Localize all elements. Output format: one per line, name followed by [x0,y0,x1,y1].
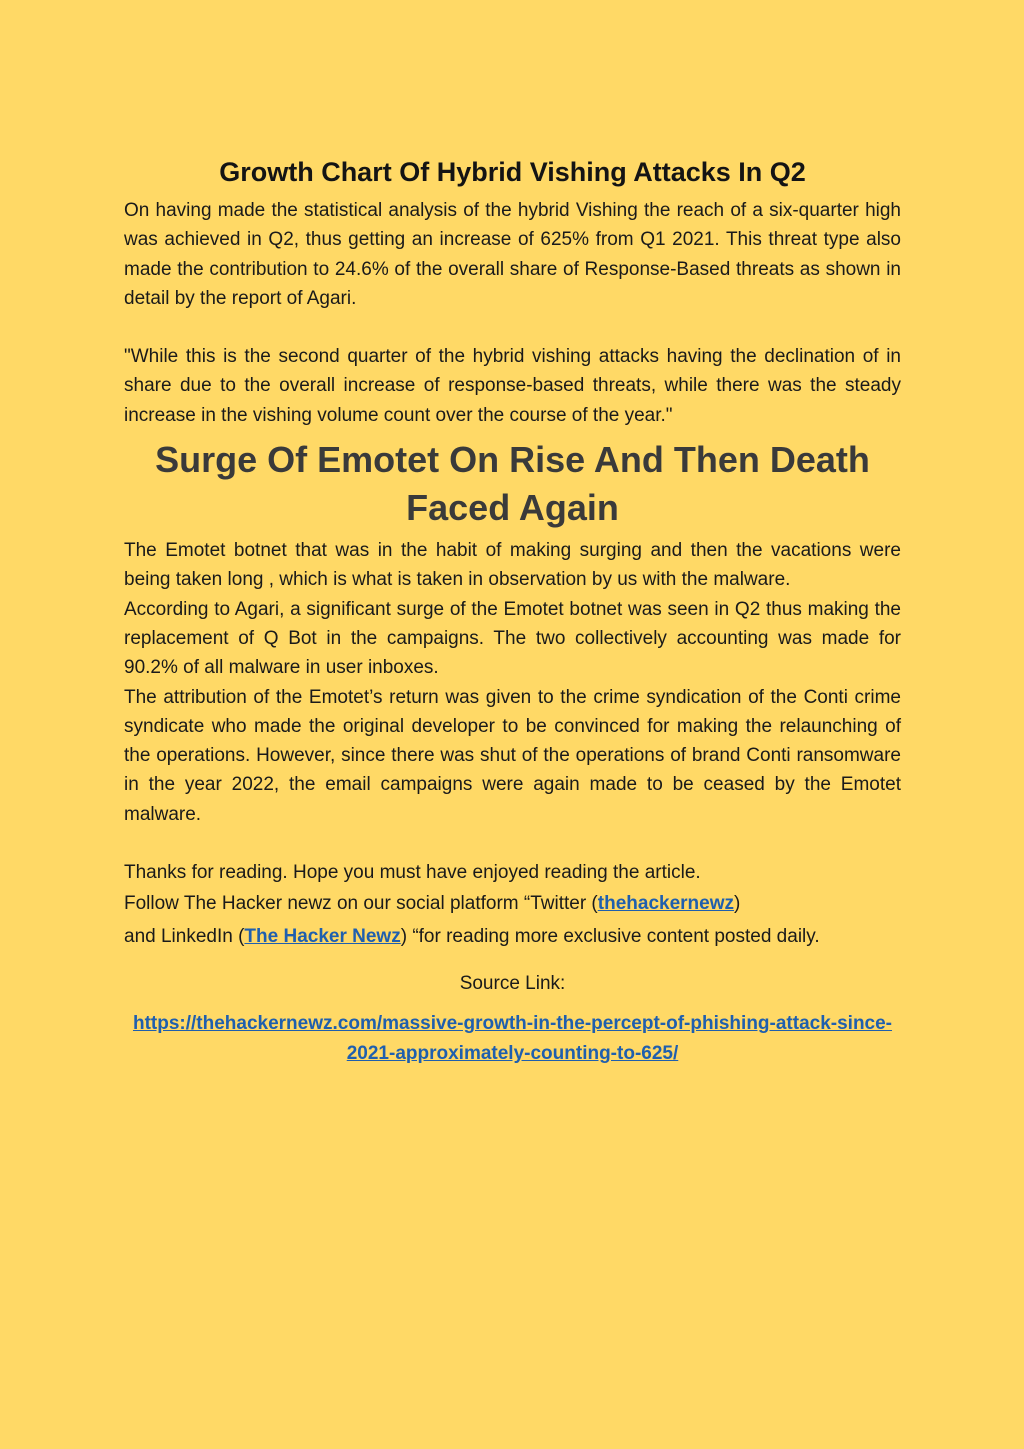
source-url-link[interactable]: https://thehackernewz.com/massive-growth-in-the-percept-of-phishing-attack-since-2021-approximately-counting-to-625/ [132,1013,893,1065]
follow-text [124,887,901,953]
emotet-paragraph-1: The Emotet botnet that was in the habit of making surging and then the vacations were being taken long , which is what is taken in observation by us with the malware. [124,540,901,591]
twitter-link[interactable]: thehackernewz [597,893,734,915]
vishing-paragraph: On having made the statistical analysis of the hybrid Vishing the reach of a six-quarter high was achieved in Q2, thus getting an increase of 625% from Q1 2021. This threat type also made the contribution to 24.6% of the overall share of Response-Based threats as shown in detail by the report of Agari. [124,200,901,309]
emotet-paragraph-2: According to Agari, a significant surge of the Emotet botnet was seen in Q2 thus making the replacement of Q Bot in the campaigns. The two collectively accounting was made for 90.2% of all malware in user inboxes. [124,598,901,679]
emotet-paragraph-3: The attribution of the Emotet’s return was given to the crime syndication of the Conti crime syndicate who made the original developer to be convinced for making the relaunching of the operations. However, since there was shut of the operations of brand Conti ransomware in the year 2022, the email campaigns were again made to be ceased by the Emotet malware. [124,686,901,825]
vishing-heading: Growth Chart Of Hybrid Vishing Attacks In Q2 [219,157,806,187]
follow-middle-2: and LinkedIn ( [124,926,245,948]
thanks-text: Thanks for reading. Hope you must have enjoyed reading the article. [124,862,701,884]
article [124,152,901,1069]
follow-middle-1: ) [734,893,741,915]
follow-prefix: Follow The Hacker newz on our social platform “Twitter ( [124,893,598,915]
follow-suffix: ) “for reading more exclusive content posted daily. [400,926,820,948]
paragraph-spacer [124,313,901,342]
paragraph-spacer [124,829,901,858]
linkedin-link[interactable]: The Hacker Newz [244,926,401,948]
source-label: Source Link: [459,973,566,995]
emotet-heading: Surge Of Emotet On Rise And Then Death Faced Again [155,439,870,529]
source-url-container [124,1009,901,1069]
vishing-quote: "While this is the second quarter of the hybrid vishing attacks having the declination of in share due to the overall increase of response-based threats, while there was the steady increase in the vishing volume count over the course of the year." [124,346,901,426]
